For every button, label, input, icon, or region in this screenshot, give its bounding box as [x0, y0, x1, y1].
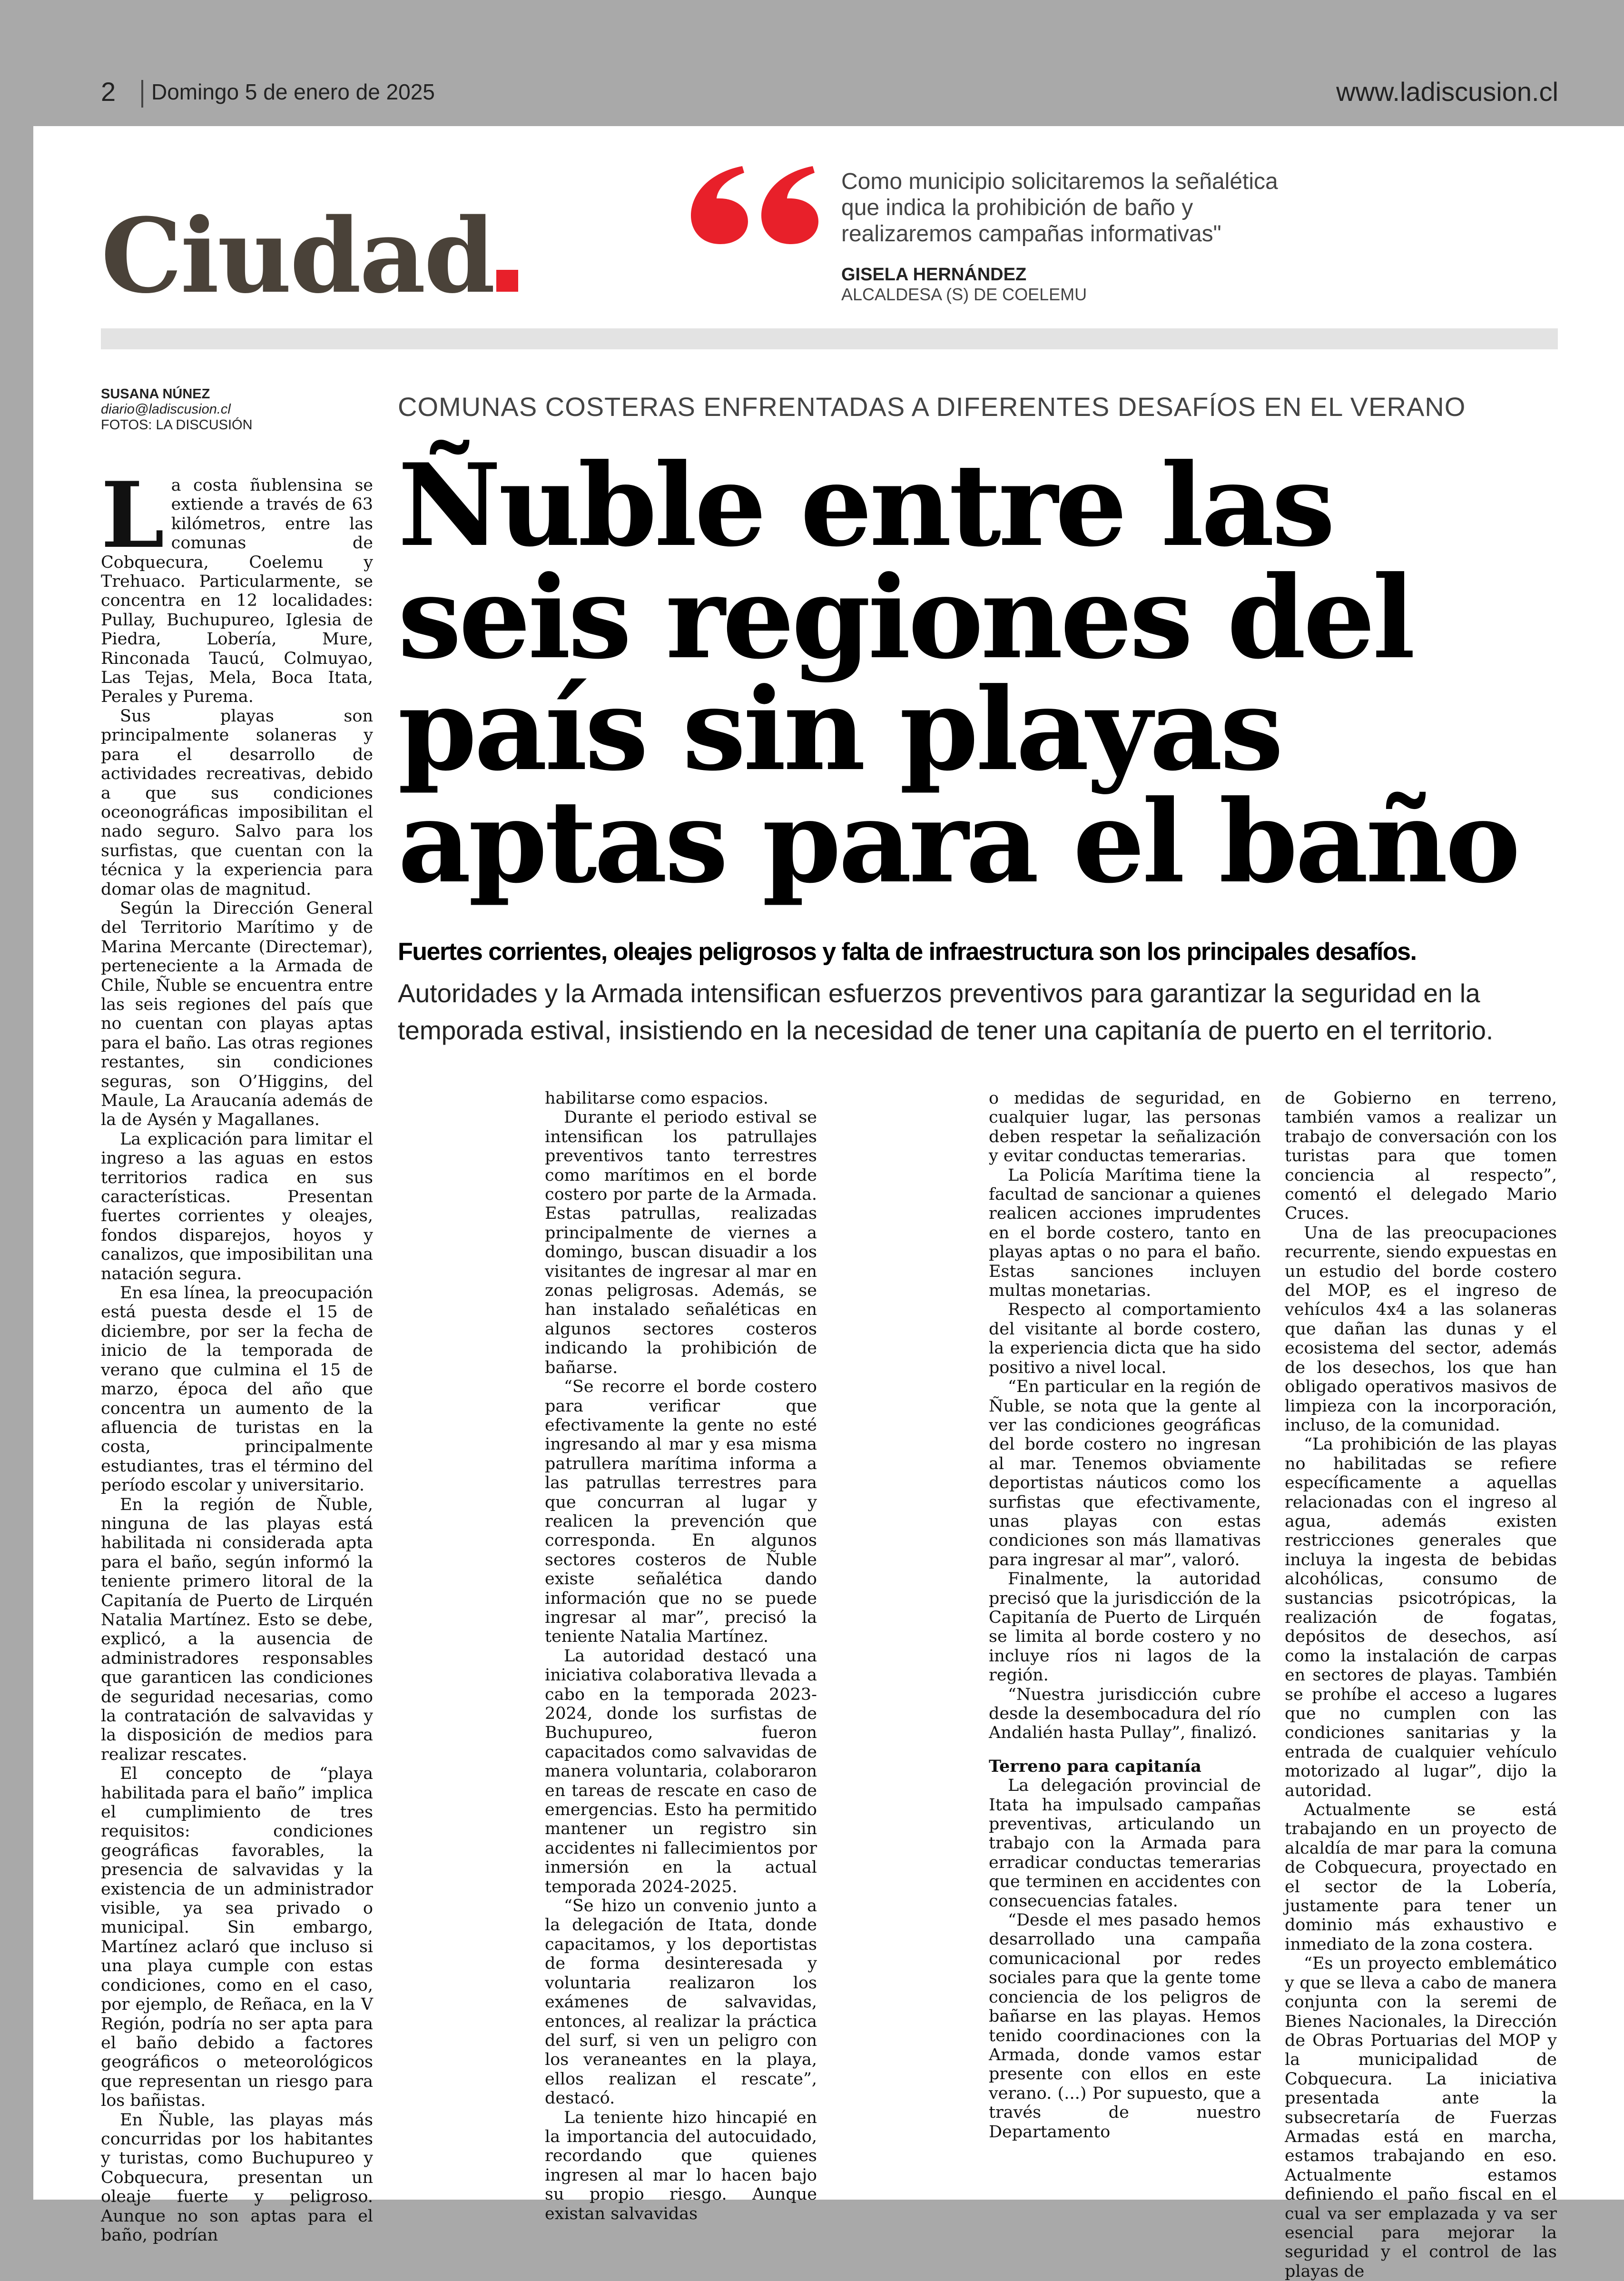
article-column-2 [545, 1089, 817, 2223]
article-subheading: Terreno para capitanía [989, 1756, 1201, 1776]
article-paragraph: “La prohibición de las playas no habilitadas se refiere específicamente a aquellas relacionadas con el ingreso al agua, además existen restricciones generales que incluya la ingesta de bebidas alcohólicas, consumo de sustancias psicotrópicas, la realización de fogatas, depósitos de desechos, así como la instalación de carpas en sectores de playas. También se prohíbe el acceso a lugares que no cumplen con las condiciones sanitarias y la entrada de cualquier vehículo motorizado al lugar”, dijo la autoridad. [1285, 1435, 1557, 1800]
article-paragraph: En la región de Ñuble, ninguna de las playas está habilitada ni considerada apta para el baño, según informó la teniente primero litoral de la Capitanía de Puerto de Lirquén Natalia Martínez. Esto se debe, explicó, a la ausencia de administradores responsables que garanticen las condiciones de seguridad necesarias, como la contratación de salvavidas y la disposición de medios para realizar rescates. [101, 1495, 373, 1764]
article-paragraph: “Es un proyecto emblemático y que se lleva a cabo de manera conjunta con la seremi de Bienes Nacionales, la Dirección de Obras Portuarias del MOP y la municipalidad de Cobquecura. La iniciativa presentada ante la subsecretaría de Fuerzas Armadas está en marcha, estamos trabajando en eso. Actualmente estamos definiendo el paño fiscal en el cual va ser emplazada y va ser esencial para mejorar la seguridad y el control de las playas de [1285, 1954, 1557, 2281]
byline-author: SUSANA NÚNEZ [101, 386, 210, 402]
page-date: Domingo 5 de enero de 2025 [151, 79, 435, 104]
article-deck-bold: Fuertes corrientes, oleajes peligrosos y falta de infraestructura son los principales desafíos. [398, 938, 1417, 966]
article-paragraph: Finalmente, la autoridad precisó que la jurisdicción de la Capitanía de Puerto de Lirquén se limita al borde costero y no incluye ríos ni lagos de la región. [989, 1570, 1261, 1685]
website-url[interactable]: www.ladiscusion.cl [1336, 77, 1558, 107]
article-paragraph: La Policía Marítima tiene la facultad de sancionar a quienes realicen acciones imprudentes en el borde costero, tanto en playas aptas o no para el baño. Estas sanciones incluyen multas monetarias. [989, 1165, 1261, 1301]
section-title: Ciudad [101, 205, 518, 307]
article-paragraph: “Desde el mes pasado hemos desarrollado una campaña comunicacional por redes sociales para que la gente tome conciencia de los peligros de bañarse en las playas. Hemos tenido coordinaciones con la Armada, donde vamos estar presente con ellos en este verano. (...) Por supuesto, que a través de nuestro Departamento [989, 1911, 1261, 2142]
article-paragraph: En esa línea, la preocupación está puesta desde el 15 de diciembre, por ser la fecha de inicio de la temporada de verano que culmina el 15 de marzo, época del año que concentra un aumento de la afluencia de turistas en la costa, principalmente estudiantes, tras el término del período escolar y universitario. [101, 1284, 373, 1495]
article-paragraph: Actualmente se está trabajando en un proyecto de alcaldía de mar para la comuna de Cobquecura, proyectado en el sector de la Lobería, justamente para tener un dominio más exhaustivo e inmediato de la zona costera. [1285, 1800, 1557, 1954]
article-column-1 [101, 462, 373, 2245]
article-paragraph: Durante el periodo estival se intensifican los patrullajes preventivos tanto terrestres como marítimos en el borde costero por parte de la Armada. Estas patrullas, realizadas principalmente de viernes a domingo, buscan disuadir a los visitantes de ingresar al mar en zonas peligrosas. Además, se han instalado señaléticas en algunos sectores costeros indicando la prohibición de bañarse. [545, 1108, 817, 1377]
pull-quote-text: Como municipio solicitaremos la señalética que indica la prohibición de baño y realizaremos campañas informativas" [841, 169, 1278, 247]
page-number: 2 [101, 77, 116, 107]
byline [101, 386, 253, 433]
article-paragraph: Según la Dirección General del Territorio Marítimo y de Marina Mercante (Directemar), perteneciente a la Armada de Chile, Ñuble se encuentra entre las seis regiones del país que no cuentan con playas aptas para el baño. Las otras regiones restantes, sin condiciones seguras, son O’Higgins, del Maule, La Araucanía además de la de Aysén y Magallanes. [101, 899, 373, 1130]
article-paragraph: La autoridad destacó una iniciativa colaborativa llevada a cabo en la temporada 2023-2024, donde los surfistas de Buchupureo, fueron capacitados como salvavidas de manera voluntaria, colaboraron en tareas de rescate en caso de emergencias. Esto ha permitido mantener un registro sin accidentes ni fallecimientos por inmersión en la actual temporada 2024-2025. [545, 1646, 817, 1896]
article-paragraph: En Ñuble, las playas más concurridas por los habitantes y turistas, como Buchupureo y Cobquecura, presentan un oleaje fuerte y peligroso. Aunque no son aptas para el baño, podrían [101, 2110, 373, 2245]
article-paragraph: La delegación provincial de Itata ha impulsado campañas preventivas, articulando un trabajo con la Armada para erradicar conductas temerarias que terminen en accidentes con consecuencias fatales. [989, 1776, 1261, 1911]
pull-quote-author: GISELA HERNÁNDEZ [841, 265, 1027, 285]
pull-quote-role: ALCALDESA (S) DE COELEMU [841, 285, 1087, 304]
section-divider-band [101, 328, 1558, 349]
header-divider [141, 80, 143, 108]
article-kicker: COMUNAS COSTERAS ENFRENTADAS A DIFERENTES DESAFÍOS EN EL VERANO [398, 392, 1466, 422]
quote-mark-icon [691, 164, 819, 245]
article-paragraph: El concepto de “playa habilitada para el baño” implica el cumplimiento de tres requisitos: condiciones geográficas favorables, la presencia de salvavidas y la existencia de un administrador visible, ya sea privado o municipal. Sin embargo, Martínez aclaró que incluso si una playa cumple con estas condiciones, como en el caso, por ejemplo, de Reñaca, en la V Región, podría no ser apta para el baño debido a factores geográficos o meteorológicos que representan un riesgo para los bañistas. [101, 1764, 373, 2111]
article-column-3 [989, 1089, 1261, 2142]
article-paragraph: Respecto al comportamiento del visitante al borde costero, la experiencia dicta que ha sido positivo a nivel local. [989, 1300, 1261, 1377]
article-headline: Ñuble entre las seis regiones del país sin playas aptas para el baño [398, 439, 1518, 908]
article-paragraph: La explicación para limitar el ingreso a las aguas en estos territorios radica en sus características. Presentan fuertes corrientes y oleajes, fondos disparejos, hoyos y canalizos, que imposibilitan una natación segura. [101, 1129, 373, 1284]
drop-cap: L [101, 462, 165, 568]
article-paragraph: La teniente hizo hincapié en la importancia del autocuidado, recordando que quienes ingresen al mar lo hacen bajo su propio riesgo. Aunque existan salvavidas [545, 2108, 817, 2223]
article-paragraph: La costa ñublensina se extiende a través de 63 kilómetros, entre las comunas de Cobquecura, Coelemu y Trehuaco. Particularmente, se concentra en 12 localidades: Pullay, Buchupureo, Iglesia de Piedra, Lobería, Mure, Rinconada Taucú, Colmuyao, Las Tejas, Mela, Boca Itata, Perales y Purema. [101, 462, 373, 707]
page-header [0, 0, 1624, 126]
article-column-4 [1285, 1089, 1557, 2281]
article-paragraph: de Gobierno en terreno, también vamos a realizar un trabajo de conversación con los turistas para que tomen conciencia al respecto”, comentó el delegado Mario Cruces. [1285, 1089, 1557, 1224]
byline-email[interactable]: diario@ladiscusion.cl [101, 402, 231, 417]
section-dot-icon [496, 270, 518, 292]
article-paragraph: “Se hizo un convenio junto a la delegación de Itata, donde capacitamos, y los deportistas de forma desinteresada y voluntaria realizaron los exámenes de salvavidas, entonces, al realizar la práctica del surf, si ven un peligro con los veraneantes en la playa, ellos realizan el rescate”, destacó. [545, 1896, 817, 2108]
article-paragraph: habilitarse como espacios. [545, 1089, 768, 1108]
article-paragraph: “Nuestra jurisdicción cubre desde la desembocadura del río Andalién hasta Pullay”, finalizó. [989, 1685, 1261, 1743]
article-paragraph: “Se recorre el borde costero para verificar que efectivamente la gente no esté ingresando al mar y esa misma patrullera marítima informa a las patrullas terrestres para que concurran al lugar y realicen la prevención que corresponda. En algunos sectores costeros de Ñuble existe señalética dando información que no se puede ingresar al mar”, precisó la teniente Natalia Martínez. [545, 1377, 817, 1647]
article-paragraph: Sus playas son principalmente solaneras y para el desarrollo de actividades recreativas, debido a que sus condiciones oceonográficas imposibilitan el nado seguro. Salvo para los surfistas, que cuentan con la técnica y la experiencia para domar olas de magnitud. [101, 706, 373, 899]
article-deck: Autoridades y la Armada intensifican esfuerzos preventivos para garantizar la seguridad en la temporada estival, insistiendo en la necesidad de tener una capitanía de puerto en el territorio. [398, 978, 1494, 1046]
article-paragraph: Una de las preocupaciones recurrente, siendo expuestas en un estudio del borde costero del MOP, es el ingreso de vehículos 4x4 a las solaneras que dañan las dunas y el ecosistema del sector, además de los desechos, los que han obligado operativos masivos de limpieza con la incorporación, incluso, de la comunidad. [1285, 1223, 1557, 1435]
article-paragraph: “En particular en la región de Ñuble, se nota que la gente al ver las condiciones geográficas del borde costero no ingresan al mar. Tenemos obviamente deportistas náuticos como los surfistas que efectivamente, unas playas con estas condiciones son más llamativas para ingresar al mar”, valoró. [989, 1377, 1261, 1570]
article-paragraph: o medidas de seguridad, en cualquier lugar, las personas deben respetar la señalización y evitar conductas temerarias. [989, 1089, 1261, 1166]
byline-photos: FOTOS: LA DISCUSIÓN [101, 417, 253, 433]
